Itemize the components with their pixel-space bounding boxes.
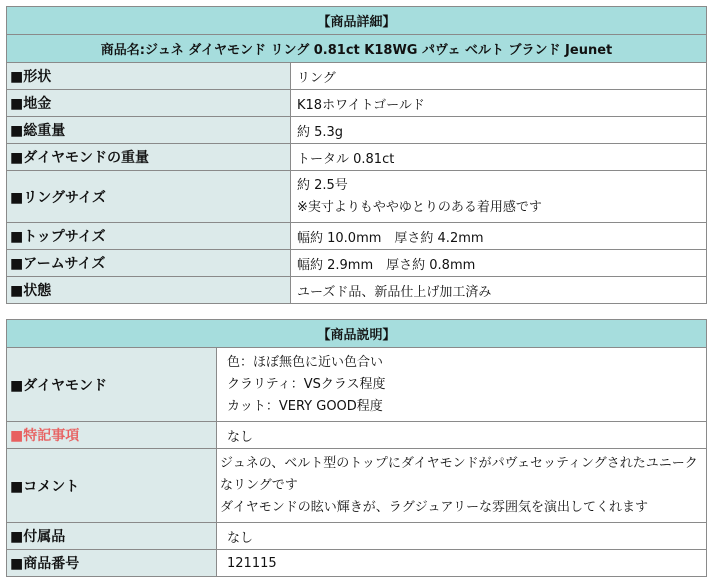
value-top-size: 幅約 10.0mm 厚さ約 4.2mm <box>291 223 707 250</box>
label-metal: ■地金 <box>7 90 291 117</box>
value-comment <box>217 449 707 523</box>
ring-size-note: ※実寸よりもややゆとりのある着用感です <box>297 199 542 215</box>
value-special-notes: なし <box>217 422 707 449</box>
comment-line-1: ジュネの、ベルト型のトップにダイヤモンドがパヴェセッティングされたユニークなリングです <box>220 455 698 493</box>
value-diamond-weight: トータル 0.81ct <box>291 144 707 171</box>
value-condition: ユーズド品、新品仕上げ加工済み <box>291 277 707 304</box>
product-details-table <box>6 6 707 304</box>
description-header: 【商品説明】 <box>7 320 707 348</box>
label-product-number: ■商品番号 <box>7 550 217 577</box>
value-accessories: なし <box>217 523 707 550</box>
ring-size-line: 約 2.5号 <box>297 177 348 193</box>
product-description-table <box>6 319 707 577</box>
label-arm-size: ■アームサイズ <box>7 250 291 277</box>
value-metal: K18ホワイトゴールド <box>291 90 707 117</box>
value-product-number: 121115 <box>217 550 707 577</box>
label-ring-size: ■リングサイズ <box>7 171 291 223</box>
value-diamond <box>217 348 707 422</box>
diamond-clarity: クラリティ：VSクラス程度 <box>227 376 386 392</box>
label-diamond: ■ダイヤモンド <box>7 348 217 422</box>
value-ring-size <box>291 171 707 223</box>
comment-line-2: ダイヤモンドの眩い輝きが、ラグジュアリーな雰囲気を演出してくれます <box>220 499 648 515</box>
value-shape: リング <box>291 63 707 90</box>
label-comment: ■コメント <box>7 449 217 523</box>
label-condition: ■状態 <box>7 277 291 304</box>
value-total-weight: 約 5.3g <box>291 117 707 144</box>
label-total-weight: ■総重量 <box>7 117 291 144</box>
product-name: 商品名:ジュネ ダイヤモンド リング 0.81ct K18WG パヴェ ベルト ブランド Jeunet <box>7 35 707 63</box>
label-accessories: ■付属品 <box>7 523 217 550</box>
diamond-color: 色：ほぼ無色に近い色合い <box>227 354 384 370</box>
diamond-cut: カット：VERY GOOD程度 <box>227 398 383 414</box>
label-special-notes: ■特記事項 <box>7 422 217 449</box>
label-diamond-weight: ■ダイヤモンドの重量 <box>7 144 291 171</box>
details-header: 【商品詳細】 <box>7 7 707 35</box>
label-shape: ■形状 <box>7 63 291 90</box>
value-arm-size: 幅約 2.9mm 厚さ約 0.8mm <box>291 250 707 277</box>
label-top-size: ■トップサイズ <box>7 223 291 250</box>
